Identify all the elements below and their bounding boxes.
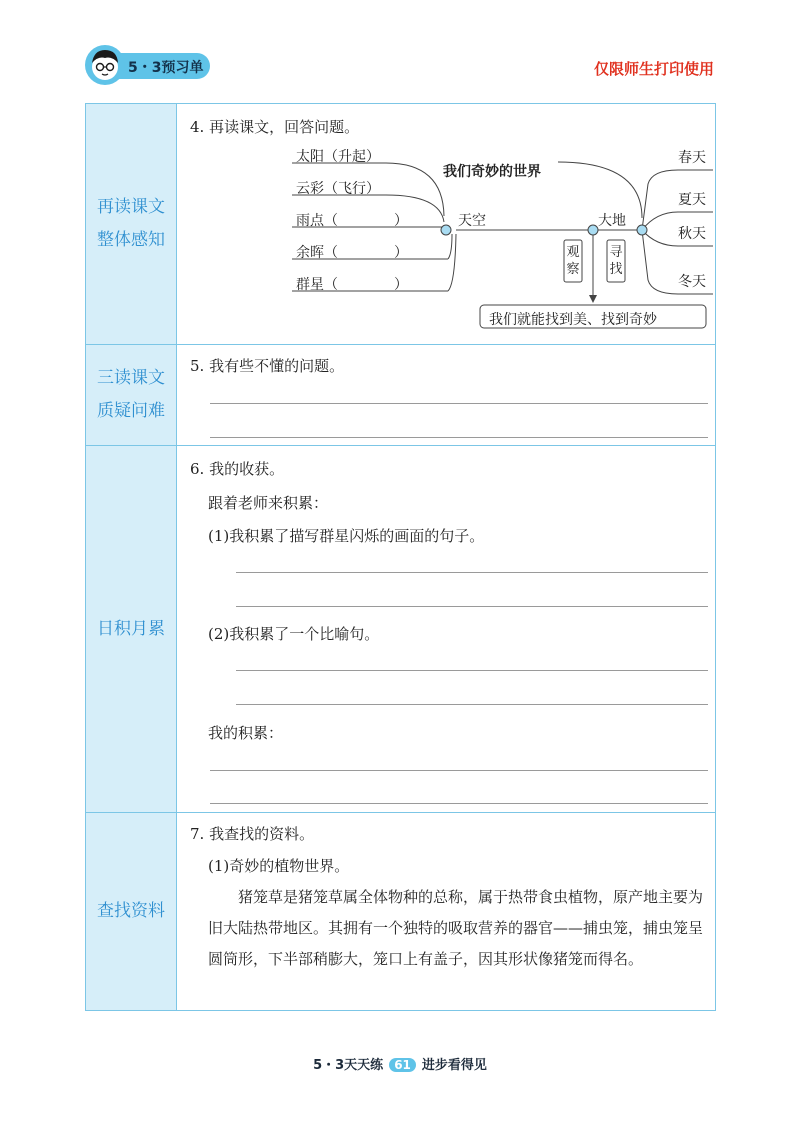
section-content — [178, 446, 715, 812]
follow-teacher-text: 跟着老师来积累： — [208, 494, 329, 512]
footer-right: 进步看得见 — [421, 1058, 487, 1073]
mind-map-left-item: 雨点（ ） — [296, 213, 408, 229]
mind-map-title: 我们奇妙的世界 — [443, 164, 541, 180]
mind-map-left-item: 群星（ ） — [296, 277, 408, 293]
answer-line[interactable] — [236, 670, 708, 671]
question-5-prompt: 5. 我有些不懂的问题。 — [190, 357, 345, 375]
section-label: 查找资料 — [97, 901, 165, 921]
mind-map-lines — [178, 104, 715, 344]
research-item-1: (1)奇妙的植物世界。 — [208, 857, 350, 875]
mind-map-conclusion: 我们就能找到美、找到奇妙 — [489, 312, 657, 328]
section-label-cell — [86, 446, 177, 812]
footer-left: 5・3天天练 — [313, 1058, 384, 1073]
research-paragraph: 猪笼草是猪笼草属全体物种的总称，属于热带食虫植物，原产地主要为旧大陆热带地区。其拥有一个独特的吸取营养的器官——捕虫笼，捕虫笼呈圆筒形，下半部稍膨大，笼口上有盖子，因其形状像猪笼而得名。 — [208, 888, 704, 968]
section-label-cell — [86, 104, 177, 344]
section-content — [178, 345, 715, 445]
accumulate-item-2: (2)我积累了一个比喻句。 — [208, 625, 380, 643]
season-winter: 冬天 — [678, 274, 706, 290]
mind-map-left-item: 太阳（升起） — [296, 149, 380, 165]
answer-line[interactable] — [210, 437, 708, 438]
question-7-prompt: 7. 我查找的资料。 — [190, 825, 315, 843]
section-label-cell — [86, 813, 177, 1010]
section-accumulate — [86, 446, 715, 813]
answer-line[interactable] — [236, 704, 708, 705]
answer-line[interactable] — [236, 572, 708, 573]
footer — [0, 1054, 800, 1073]
question-6-prompt: 6. 我的收获。 — [190, 460, 285, 478]
answer-line[interactable] — [210, 770, 708, 771]
page-number: 61 — [389, 1058, 416, 1072]
accumulate-item-1: (1)我积累了描写群星闪烁的画面的句子。 — [208, 527, 485, 545]
mind-map-left-item: 云彩（飞行） — [296, 181, 380, 197]
season-spring: 春天 — [678, 150, 706, 166]
section-label-cell — [86, 345, 177, 445]
mind-map-sky: 天空 — [458, 213, 486, 229]
worksheet-table — [85, 103, 716, 1011]
section-reread — [86, 104, 715, 345]
answer-line[interactable] — [210, 803, 708, 804]
section-content — [178, 813, 715, 1010]
mind-map-left-item: 余晖（ ） — [296, 245, 408, 261]
my-accumulation-label: 我的积累： — [208, 724, 284, 742]
section-content — [178, 104, 715, 344]
section-research — [86, 813, 715, 1010]
badge-title: 5・3预习单 — [128, 60, 204, 76]
question-4-prompt: 4. 再读课文，回答问题。 — [190, 118, 360, 136]
section-question — [86, 345, 715, 446]
header-badge — [84, 44, 210, 86]
answer-line[interactable] — [210, 403, 708, 404]
season-summer: 夏天 — [678, 192, 706, 208]
section-label: 三读课文质疑问难 — [97, 368, 165, 421]
answer-line[interactable] — [236, 606, 708, 607]
student-avatar-icon — [84, 44, 126, 86]
print-notice: 仅限师生打印使用 — [593, 60, 714, 78]
section-label: 日积月累 — [97, 618, 165, 639]
mind-map-earth: 大地 — [598, 213, 626, 229]
section-label: 再读课文整体感知 — [97, 197, 165, 250]
mind-map-observe: 观察 — [566, 245, 580, 277]
season-autumn: 秋天 — [678, 226, 706, 242]
mind-map-seek: 寻找 — [609, 245, 623, 277]
